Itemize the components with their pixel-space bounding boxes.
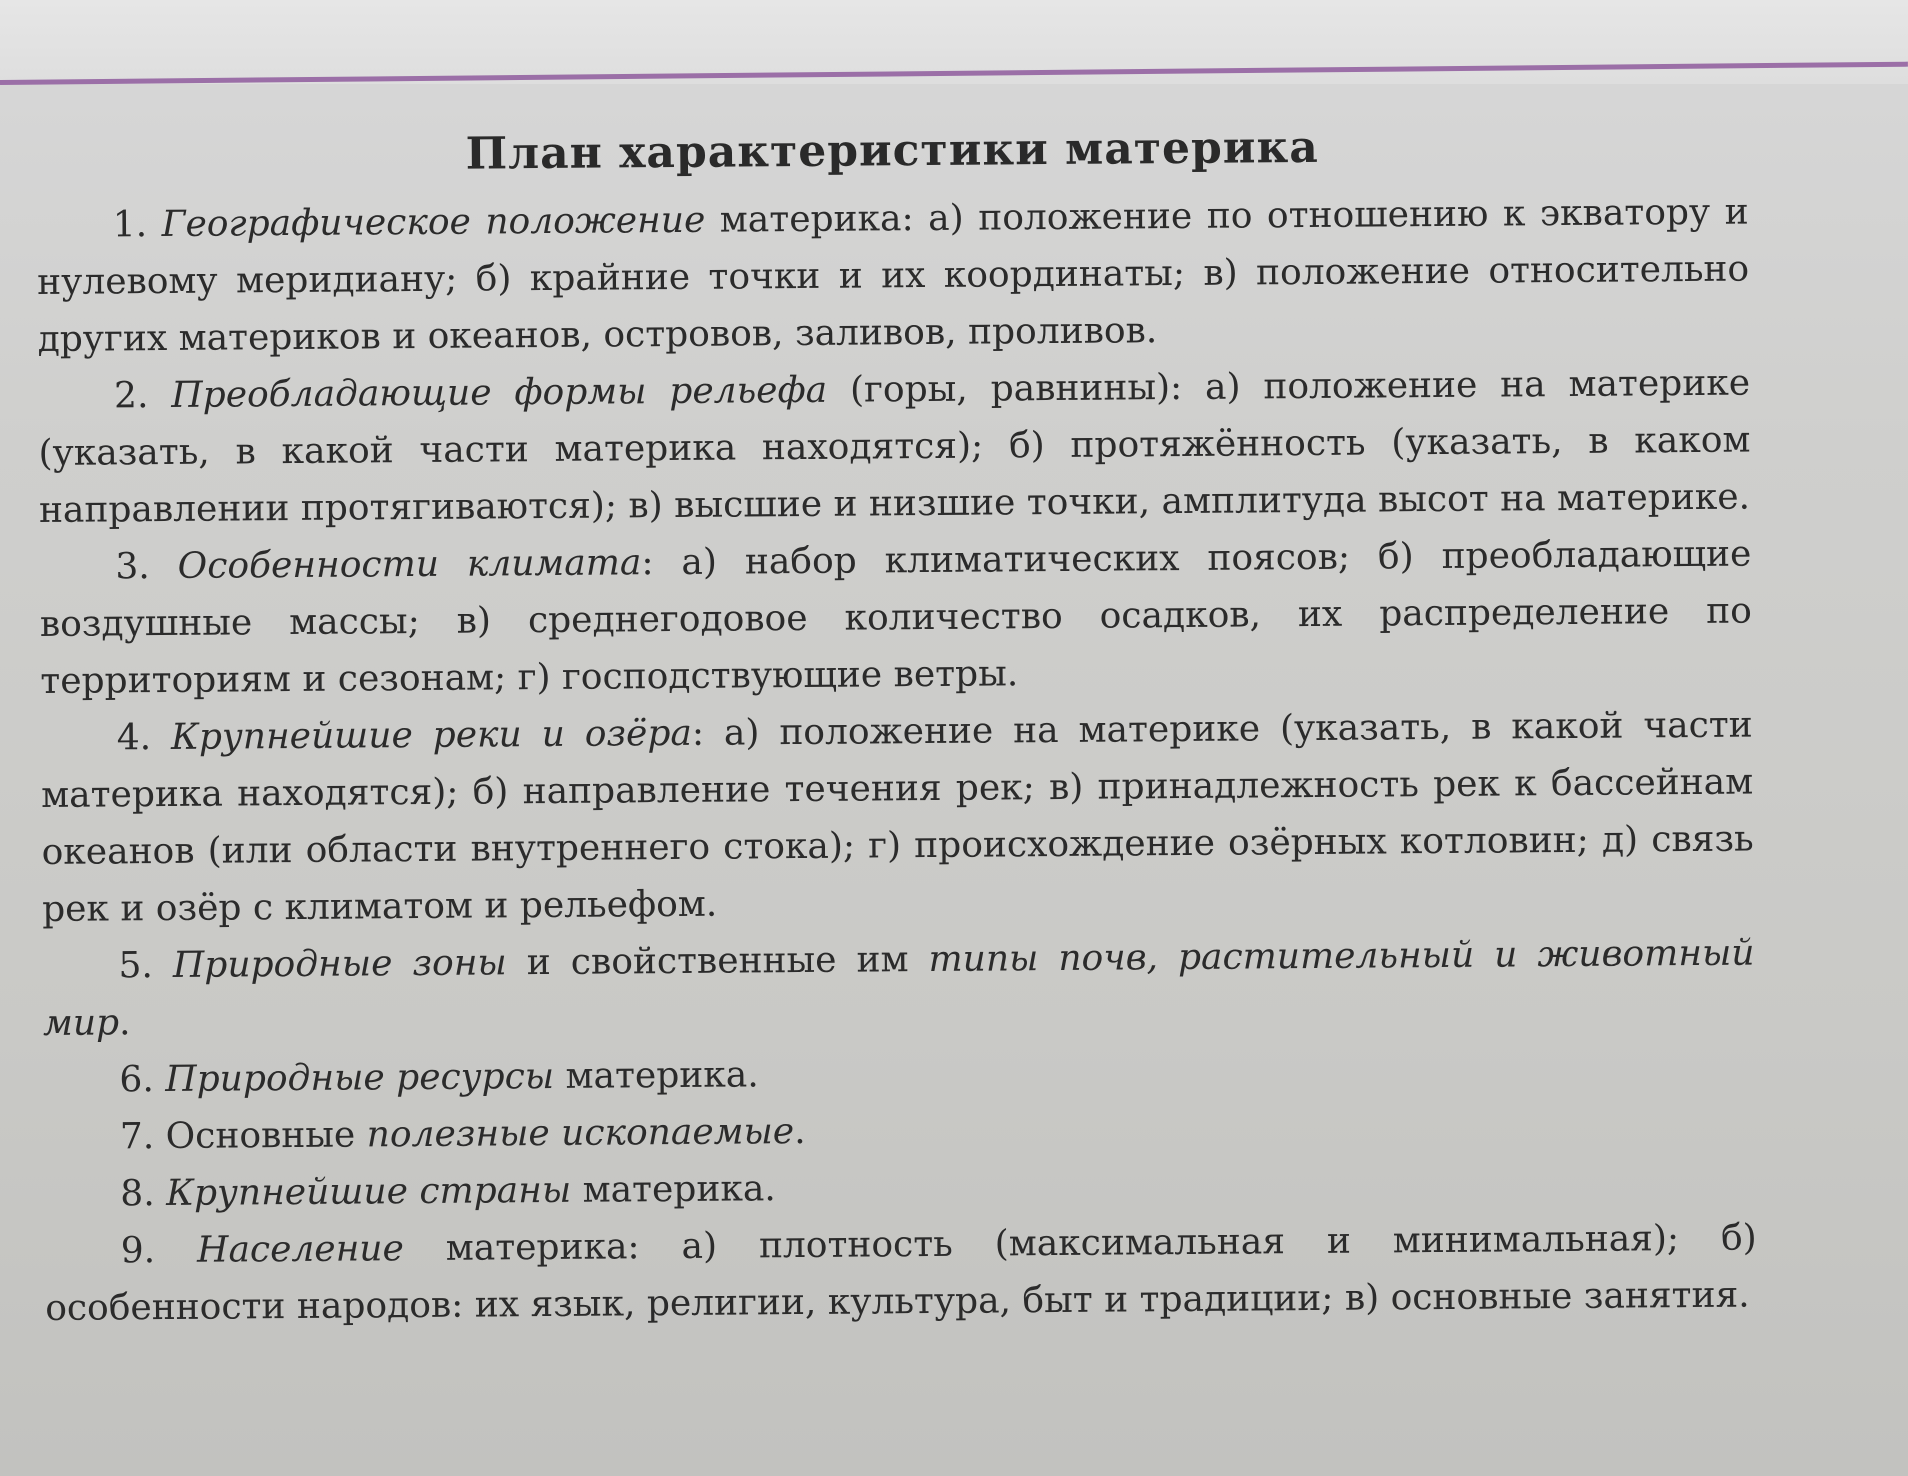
item-number: 1. [112,204,148,246]
item-text: : а) набор климатических поясов; б) преобладающие воздушные массы; в) среднегодовое количество осадков, их распределение по территориям и сезонам; г) господствующие ветры. [39,533,1752,702]
plan-item-1 [37,184,1750,368]
item-heading: Природные зоны [152,942,507,987]
item-number: 3. [115,546,150,588]
item-text: : а) положение на материке (указать, в какой части материка находятся); б) направление течения рек; в) принадлежность рек к бассейнам океанов (или области внутреннего стока); г) происхождение озёрных котловин; д) связь рек и озёр с климатом и рельефом. [41,704,1754,930]
item-text: материка: а) плотность (максимальная и минимальная); б) особенности народов: их язык, религии, культура, быт и традиции; в) основные занятия. [45,1217,1757,1329]
item-heading: Крупнейшие реки и озёра [150,712,693,759]
page-title: План характеристики материка [465,121,1319,180]
item-heading: Географическое положение [146,199,706,246]
item-heading: Природные ресурсы [153,1055,555,1101]
plan-item-5 [42,925,1755,1052]
item-number: 9. [120,1230,156,1272]
item-heading: Крупнейшие страны [154,1169,572,1215]
item-text: материка. [571,1168,776,1211]
item-emphasis: типы почв, растительный и животный мир [42,932,1755,1044]
item-text: Основные [154,1114,367,1158]
plan-item-9 [45,1210,1758,1337]
item-number: 7. [119,1116,155,1158]
item-number: 5. [118,945,154,987]
item-text: материка. [553,1054,759,1097]
item-number: 8. [120,1173,155,1215]
item-heading: полезные ископаемые [366,1111,795,1156]
item-text: (горы, равнины): а) положение на материке (указать, в какой части материка находятся); б) протяжённость (указать, в каком направлении протягиваются); в) высшие и низшие точки, амплитуда высот на материке. [38,362,1751,531]
item-number: 4. [116,717,152,759]
item-text: материка: а) положение по отношению к экватору и нулевому меридиану; б) крайние точки и их координаты; в) положение относительно других материков и океанов, островов, заливов, проливов. [37,191,1750,360]
item-number: 2. [113,375,149,417]
item-text-end: . [118,1002,131,1044]
item-text-end: . [793,1110,806,1153]
item-text: и свойственные им [506,939,929,984]
plan-item-4 [41,697,1755,938]
item-number: 6. [119,1059,154,1101]
plan-item-3 [39,526,1752,710]
item-heading: Особенности климата [149,542,642,588]
item-heading: Население [154,1228,405,1272]
plan-item-2 [38,355,1751,539]
item-heading: Преобладающие формы рельефа [148,369,828,417]
book-page [36,119,1757,1337]
